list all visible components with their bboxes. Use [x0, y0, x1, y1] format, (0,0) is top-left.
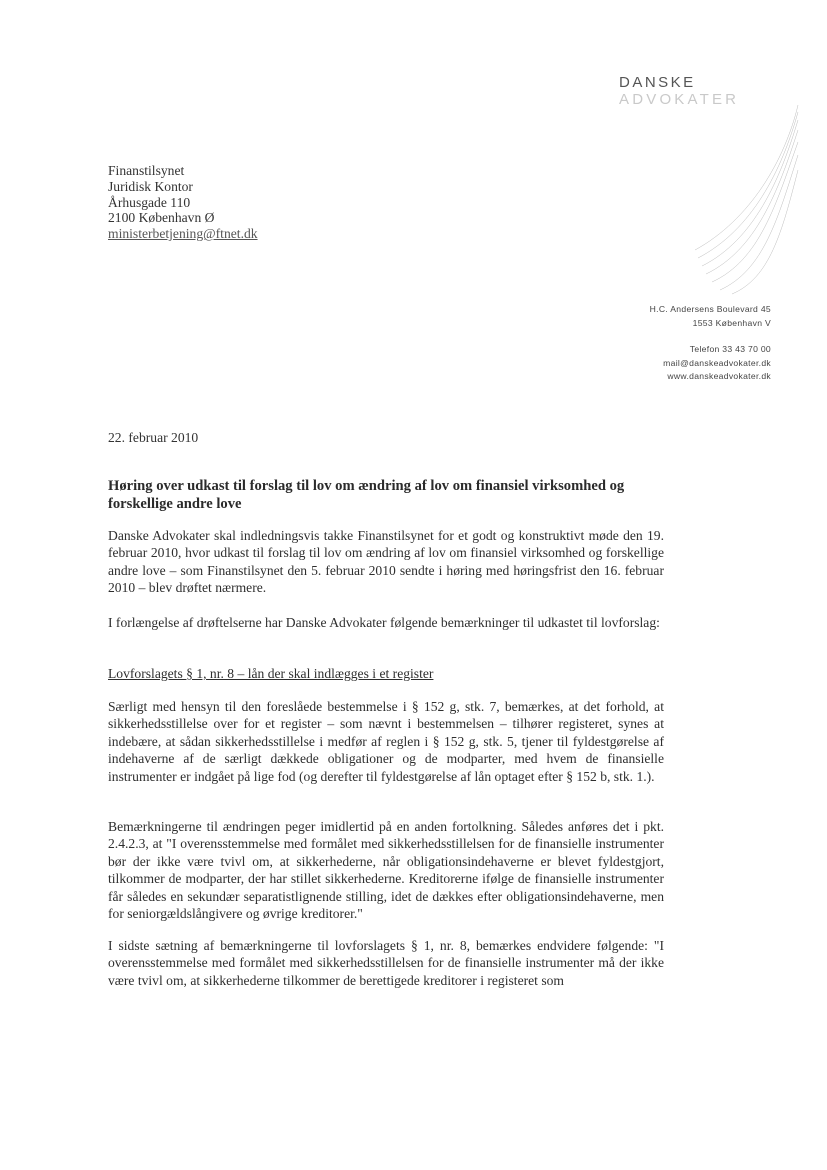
recipient-address-block	[108, 163, 258, 242]
recipient-email-link[interactable]: ministerbetjening@ftnet.dk	[108, 226, 258, 242]
section-heading: Lovforslagets § 1, nr. 8 – lån der skal indlægges i et register	[108, 666, 434, 681]
sender-address-city: 1553 København V	[692, 317, 771, 328]
body-paragraph-1: Danske Advokater skal indledningsvis takke Finanstilsynet for et godt og konstruktivt møde den 19. februar 2010, hvor udkast til forslag til lov om ændring af lov om finansiel virksomhed og forskellige andre love – som Finanstilsynet den 5. februar 2010 sendte i høring med høringsfrist den 16. februar 2010 – blev drøftet nærmere.	[108, 528, 664, 596]
sender-address-street: H.C. Andersens Boulevard 45	[649, 304, 771, 314]
recipient-city: 2100 København Ø	[108, 210, 215, 226]
recipient-department: Juridisk Kontor	[108, 178, 193, 194]
body-paragraph-2: I forlængelse af drøftelserne har Danske Advokater følgende bemærkninger til udkastet til lovforslag:	[108, 615, 660, 630]
body-paragraph-4: Bemærkningerne til ændringen peger imidlertid på en anden fortolkning. Således anføres det i pkt. 2.4.2.3, at "I overensstemmelse med formålet med sikkerhedsstillelsen for de finansielle instrumenter bør der ikke være tvivl om, at sikkerhederne, når obligationsindehaverne er blevet fyldestgjort, tilkommer de modparter, der har stillet sikkerhederne. Kreditorerne ifølge de finansielle instrumenter får således en sekundær separatistlignende stilling, idet de dækkes efter obligationsindehaverne, men for seniorgældslångivere og øvrige kreditorer."	[108, 819, 664, 922]
sender-address-block	[650, 303, 771, 384]
letter-subject-heading: Høring over udkast til forslag til lov om ændring af lov om finansiel virksomhed og forskellige andre love	[108, 478, 625, 512]
body-paragraph-3: Særligt med hensyn til den foreslåede bestemmelse i § 152 g, stk. 7, bemærkes, at det forhold, at sikkerhedsstillelse over for et register – som nævnt i bestemmelsen – tilhører registeret, synes at indebære, at sådan sikkerhedsstillelse i medfør af reglen i § 152 g, stk. 5, tjener til fyldestgørelse af indehaverne af de særligt dækkede obligationer og de modparter, med hvem de finansielle instrumenter er indgået på lige fod (og derefter til fyldestgørelse af lån optaget efter § 152 b, stk. 1.).	[108, 699, 664, 784]
letter-date: 22. februar 2010	[108, 430, 199, 445]
sender-email-link[interactable]: mail@danskeadvokater.dk	[663, 357, 771, 368]
logo-swoosh-graphic	[690, 100, 800, 295]
logo-wordmark-top: DANSKE	[619, 74, 696, 91]
sender-website-link[interactable]: www.danskeadvokater.dk	[667, 371, 771, 382]
logo-wordmark-bottom: ADVOKATER	[619, 91, 740, 108]
body-paragraph-5: I sidste sætning af bemærkningerne til lovforslagets § 1, nr. 8, bemærkes endvidere følgende: "I overensstemmelse med formålet med sikkerhedsstillelsen for de finansielle instrumenter må der ikke være tvivl om, at sikkerhederne tilkommer de berettigede kreditorer i registeret som	[108, 938, 664, 988]
sender-phone: Telefon 33 43 70 00	[689, 344, 771, 355]
recipient-street: Århusgade 110	[108, 194, 191, 210]
recipient-name: Finanstilsynet	[108, 163, 185, 178]
